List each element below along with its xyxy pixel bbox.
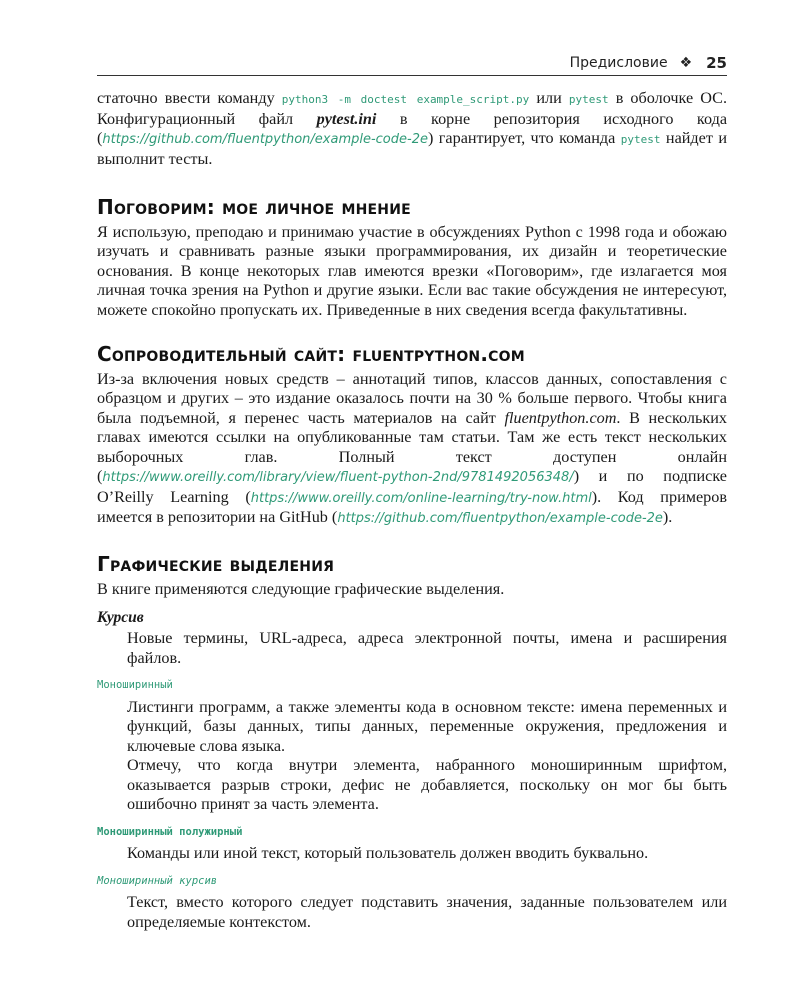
inline-code-pytest: pytest (568, 93, 609, 106)
term-description: Команды или иной текст, который пользователь должен вводить буквально. (127, 844, 649, 862)
section-title: Предисловие (569, 55, 668, 71)
oreilly-library-link[interactable]: https://www.oreilly.com/library/view/fluent-python-2nd/9781492056348/ (102, 470, 574, 485)
heading-conventions: Графические выделения (97, 551, 335, 576)
page-number: 25 (706, 54, 727, 72)
site-name: fluentpython.com (504, 408, 617, 427)
intro-paragraph (97, 89, 727, 169)
inline-code-pytest: pytest (620, 133, 661, 146)
term-description: Текст, вместо которого следует подставить значения, заданные пользователем или определяемые контекстом. (127, 893, 727, 931)
heading-talk: Поговорим: мое личное мнение (97, 195, 411, 219)
term-italic: Курсив (97, 608, 144, 626)
github-repo-link[interactable]: https://github.com/fluentpython/example-code-2e (337, 511, 663, 526)
text-run: ). Код примеров имеется в репозитории на GitHub ( (97, 487, 727, 526)
text-run: в корне репозитория исходного кода ( (97, 109, 728, 147)
term-description: Отмечу, что когда внутри элемента, набранного моноширинным шрифтом, оказывается разрыв строки, дефис не добавляется, поскольку он мог бы быть ошибочно принят за часть элемента. (127, 756, 727, 813)
term-monospace-bold: Моноширинный полужирный (97, 825, 243, 838)
running-header (570, 54, 727, 72)
header-rule (97, 75, 727, 76)
text-run: Из-за включения новых средств – аннотаций типов, классов данных, сопоставления с образцом и других – это издание оказалось почти на 30 % больше первого. Чтобы книга была подъемной, я перенес часть материалов на сайт (97, 369, 727, 427)
oreilly-learning-link[interactable]: https://www.oreilly.com/online-learning/try-now.html (250, 490, 592, 506)
text-run: найдет и выполнит тесты. (97, 129, 727, 168)
talk-paragraph: Я использую, преподаю и принимаю участие в обсуждениях Python с 1998 года и обожаю изучать и сравнивать разные языки программирования, их дизайн и теоретические основания. В конце некоторых глав имеются врезки «Поговорим», где излагается моя личная точка зрения на Python и другие языки. Если вас такие обсуждения не интересуют, можете спокойно пропускать их. Приведенные в них сведения всегда факультативны. (97, 222, 727, 319)
text-run: статочно ввести команду (97, 89, 282, 107)
page-body (97, 89, 727, 932)
conventions-intro: В книге применяются следующие графические выделения. (97, 580, 505, 598)
text-run: ). (662, 508, 673, 526)
text-run: в оболочке ОС. Конфигурационный файл (97, 89, 727, 128)
site-paragraph (97, 370, 727, 529)
text-run: ) и по подписке O’Reilly Learning ( (97, 467, 727, 506)
text-run: . В нескольких главах имеются ссылки на опубликованные там статьи. Там же есть текст нескольких выборочных глав. Полный текст доступен онлайн ( (97, 408, 727, 485)
term-description: Листинги программ, а также элементы кода в основном тексте: имена переменных и функций, базы данных, типы данных, переменные окружения, предложения и ключевые слова языка. (127, 697, 727, 755)
inline-code-doctest: python3 -m doctest example_script.py (281, 93, 530, 106)
term-monospace: Моноширинный (97, 679, 173, 691)
diamond-icon: ❖ (679, 55, 693, 71)
text-run: или (529, 89, 569, 107)
repo-link[interactable]: https://github.com/fluentpython/example-code-2e (102, 132, 428, 147)
filename-pytest-ini: pytest.ini (316, 109, 377, 128)
heading-companion-site: Сопроводительный сайт: fluentpython.com (97, 342, 525, 366)
term-description: Новые термины, URL-адреса, адреса электронной почты, имена и расширения файлов. (127, 629, 727, 667)
text-run: ) гарантирует, что команда (427, 129, 621, 147)
term-monospace-italic: Моноширинный курсив (97, 874, 218, 887)
